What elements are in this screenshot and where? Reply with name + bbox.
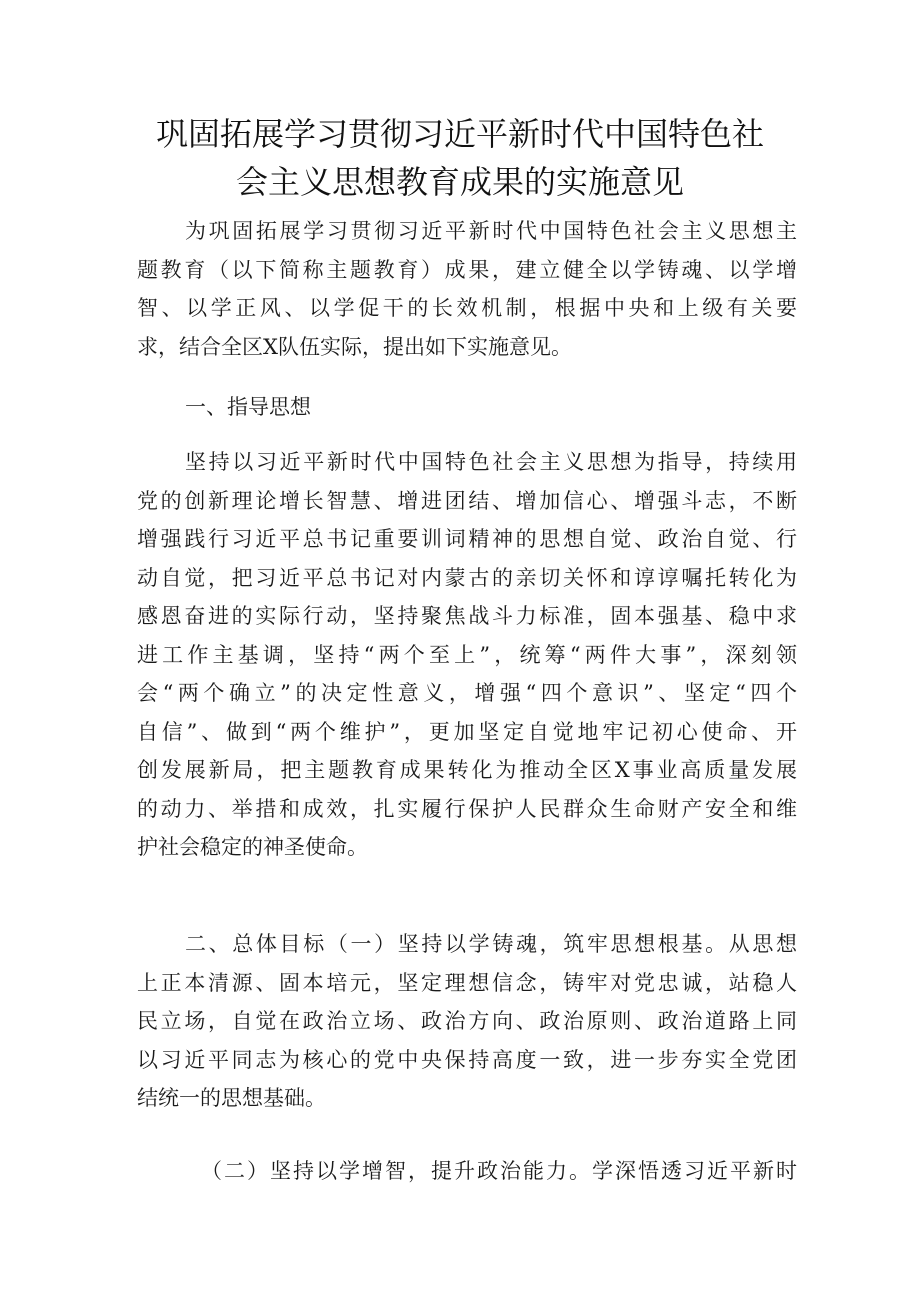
text-line: 增强践行习近平总书记重要训词精神的思想自觉、政治自觉、行 <box>137 527 797 551</box>
text-line: 会“两个确立”的决定性意义，增强“四个意识”、坚定“四个 <box>137 681 797 705</box>
text-line: 二、总体目标（一）坚持以学铸魂，筑牢思想根基。从思想 <box>185 932 797 956</box>
text-line: 题教育（以下简称主题教育）成果，建立健全以学铸魂、以学增 <box>137 257 797 282</box>
text-line: 自信”、做到“两个维护”，更加坚定自觉地牢记初心使命、开 <box>137 719 797 744</box>
text-line: 党的创新理论增长智慧、增进团结、增加信心、增强斗志，不断 <box>137 488 797 513</box>
overall-goals-paragraph <box>137 925 797 1118</box>
text-line: 进工作主基调，坚持“两个至上”，统筹“两件大事”，深刻领 <box>137 642 797 667</box>
text-line: 坚持以习近平新时代中国特色社会主义思想为指导，持续用 <box>185 450 797 474</box>
text-line: 上正本清源、固本培元，坚定理想信念，铸牢对党忠诚，站稳人 <box>137 970 797 995</box>
text-line: （二）坚持以学增智，提升政治能力。学深悟透习近平新时 <box>201 1159 797 1183</box>
text-line: 感恩奋进的实际行动，坚持聚焦战斗力标准，固本强基、稳中求 <box>137 604 797 628</box>
title-line: 会主义思想教育成果的实施意见 <box>235 163 684 201</box>
political-ability-paragraph <box>137 1152 797 1191</box>
text-line: 结统一的思想基础。 <box>137 1086 326 1110</box>
text-line: 护社会稳定的神圣使命。 <box>137 835 368 859</box>
document-title <box>100 110 820 206</box>
text-line: 的动力、举措和成效，扎实履行保护人民群众生命财产安全和维 <box>137 796 797 821</box>
intro-paragraph <box>137 212 797 366</box>
text-line: 民立场，自觉在政治立场、政治方向、政治原则、政治道路上同 <box>137 1009 797 1033</box>
text-line: 求，结合全区X队伍实际，提出如下实施意见。 <box>137 334 572 359</box>
section-heading: 一、指导思想 <box>185 395 311 419</box>
guiding-thought-paragraph <box>137 443 797 867</box>
text-line: 创发展新局，把主题教育成果转化为推动全区X事业高质量发展 <box>137 758 797 782</box>
title-line: 巩固拓展学习贯彻习近平新时代中国特色社 <box>155 115 764 153</box>
text-line: 以习近平同志为核心的党中央保持高度一致，进一步夯实全党团 <box>137 1047 797 1072</box>
text-line: 为巩固拓展学习贯彻习近平新时代中国特色社会主义思想主 <box>185 219 797 243</box>
text-line: 智、以学正风、以学促干的长效机制，根据中央和上级有关要 <box>137 296 797 320</box>
text-line: 动自觉，把习近平总书记对内蒙古的亲切关怀和谆谆嘱托转化为 <box>137 565 797 590</box>
section-heading-guiding-thought <box>137 388 797 427</box>
